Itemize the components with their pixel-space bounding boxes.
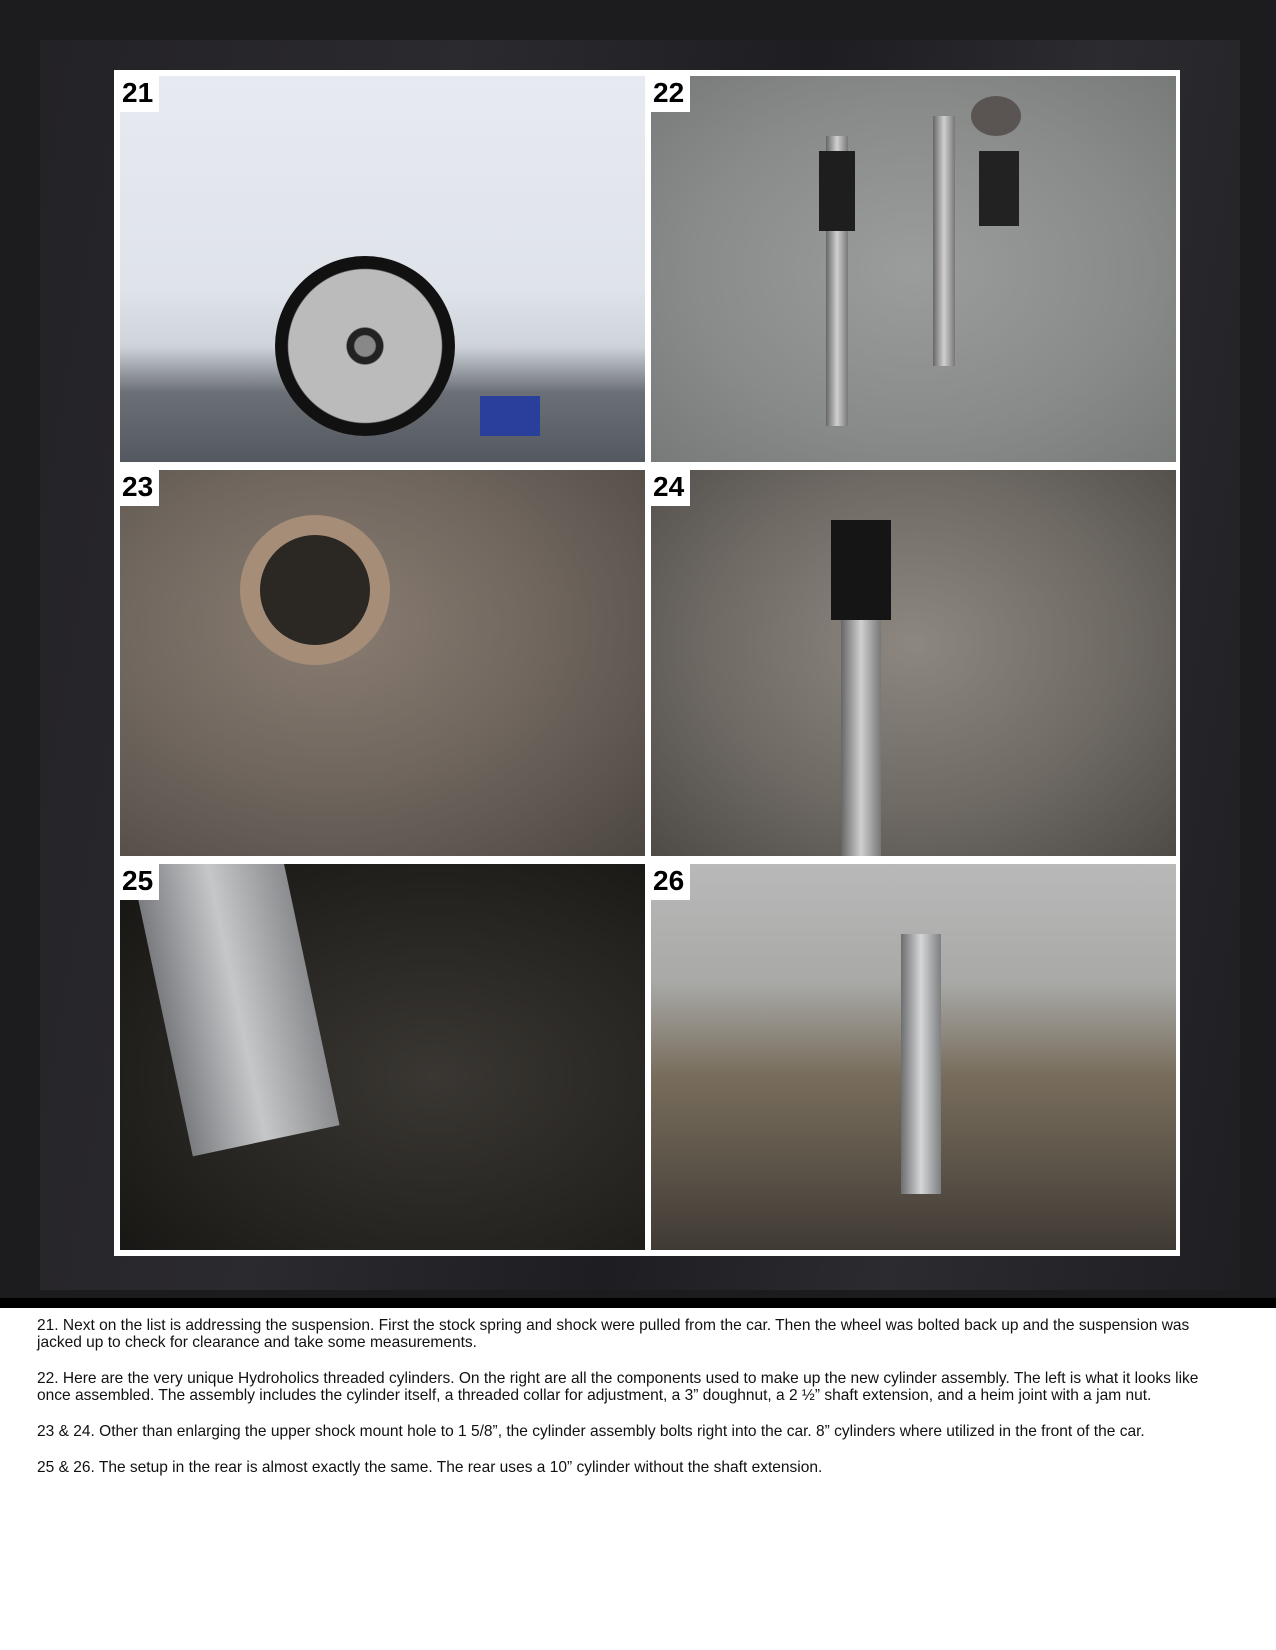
floor-jack-image (480, 396, 540, 436)
photo-number: 23 (120, 470, 159, 506)
photo-number: 25 (120, 864, 159, 900)
photo-number: 24 (651, 470, 690, 506)
cylinder-image (841, 620, 881, 856)
photo-number: 21 (120, 76, 159, 112)
photo-24 (651, 470, 1176, 856)
caption-21: 21. Next on the list is addressing the suspension. First the stock spring and shock were pulled from the car. Then the wheel was bolted back up and the suspension was jacked up to check for clearance and take some measurements. (37, 1317, 1190, 1351)
caption-22: 22. Here are the very unique Hydroholics threaded cylinders. On the right are all the components used to make up the new cylinder assembly. The left is what it looks like once assembled. The assembly includes the cylinder itself, a threaded collar for adjustment, a 3” doughnut, a 2 ½” shaft extension, and a heim joint with a jam nut. (37, 1370, 1199, 1404)
collar-image (819, 151, 855, 231)
caption-23-24: 23 & 24. Other than enlarging the upper shock mount hole to 1 5/8”, the cylinder assembly bolts right into the car. 8” cylinders where utilized in the front of the car. (37, 1423, 1145, 1440)
photo-23 (120, 470, 645, 856)
captions (37, 1317, 1211, 1495)
banner-edge (0, 1298, 1276, 1308)
caption-25-26: 25 & 26. The setup in the rear is almost exactly the same. The rear uses a 10” cylinder without the shaft extension. (37, 1459, 823, 1476)
cylinder-image (130, 864, 339, 1156)
doughnut-image (971, 96, 1021, 136)
photo-number: 26 (651, 864, 690, 900)
photo-21 (120, 76, 645, 462)
photo-22 (651, 76, 1176, 462)
photo-25 (120, 864, 645, 1250)
photo-26 (651, 864, 1176, 1250)
photo-number: 22 (651, 76, 690, 112)
cylinder-image (901, 934, 941, 1194)
wheel-image (275, 256, 455, 436)
sleeve-image (979, 151, 1019, 226)
shock-mount-image (240, 515, 390, 665)
photo-grid (120, 76, 1176, 1250)
cylinder-top-image (831, 520, 891, 620)
cylinder-image (933, 116, 955, 366)
